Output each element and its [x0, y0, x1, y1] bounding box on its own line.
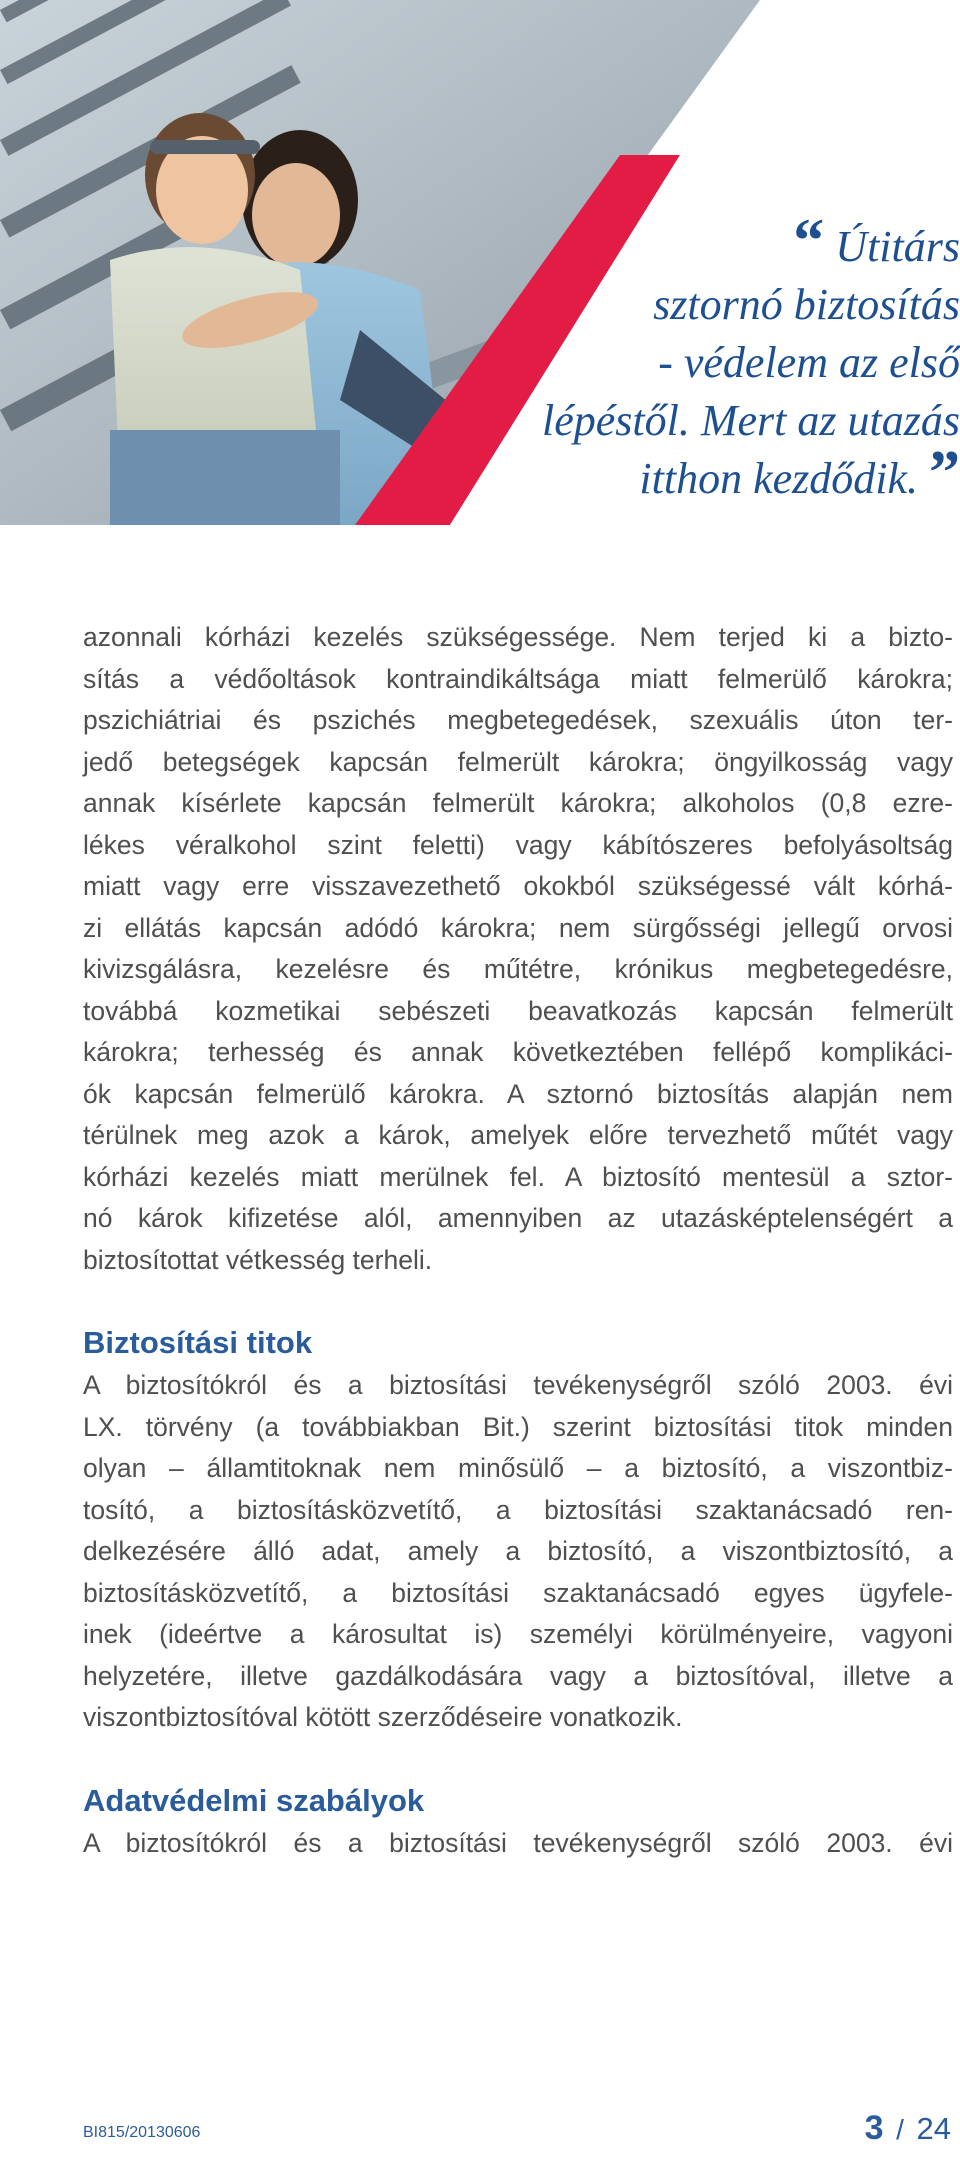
quote-line: itthon kezdődik. ”: [639, 439, 960, 507]
hero-quote: [460, 207, 960, 528]
close-quote-icon: ”: [929, 439, 960, 507]
main-content: [83, 617, 953, 1864]
text-line: delkezésére álló adat, amely a biztosító, a viszontbiztosító, a: [83, 1536, 953, 1566]
document-code: BI815/20130606: [83, 2124, 201, 2141]
text-line: biztosítottat vétkesség terheli.: [83, 1244, 433, 1275]
text-line: tosító, a biztosításközvetítő, a biztosítási szaktanácsadó ren-: [83, 1494, 953, 1525]
text-line: ók kapcsán felmerülő károkra. A sztornó biztosítás alapján nem: [83, 1078, 953, 1109]
text-line: annak kísérlete kapcsán felmerült károkra; alkoholos (0,8 ezre-: [83, 788, 953, 818]
text-line: LX. törvény (a továbbiakban Bit.) szerint biztosítási titok minden: [83, 1411, 953, 1442]
quote-line: sztornó biztosítás: [653, 280, 960, 329]
quote-line: lépéstől. Mert az utazás: [542, 396, 960, 445]
paragraph-exclusions: [83, 617, 953, 1281]
text-line: nó károk kifizetése alól, amennyiben az utazásképtelenségért a: [83, 1203, 953, 1233]
text-line: kivizsgálásra, kezelésre és műtétre, krónikus megbetegedésre,: [83, 954, 953, 984]
section-heading-insurance-secret: Biztosítási titok: [83, 1325, 313, 1360]
open-quote-icon: “: [793, 207, 825, 275]
text-line: jedő betegségek kapcsán felmerült károkra; öngyilkosság vagy: [83, 746, 953, 777]
paragraph-data-protection: [83, 1823, 953, 1865]
page-total: 24: [916, 2111, 951, 2146]
text-line: sítás a védőoltások kontraindikáltsága miatt felmerülő károkra;: [83, 663, 953, 694]
text-line: térülnek meg azok a károk, amelyek előre tervezhető műtét vagy: [83, 1120, 953, 1150]
text-line: azonnali kórházi kezelés szükségessége. Nem terjed ki a bizto-: [83, 622, 953, 652]
quote-line: - védelem az első: [658, 338, 960, 387]
text-line: továbbá kozmetikai sebészeti beavatkozás kapcsán felmerült: [83, 995, 953, 1026]
text-line: károkra; terhesség és annak következtében fellépő komplikáci-: [83, 1037, 953, 1067]
page-number: [865, 2109, 951, 2148]
text-line: zi ellátás kapcsán adódó károkra; nem sürgősségi jellegű orvosi: [83, 912, 953, 943]
section-heading-data-protection: Adatvédelmi szabályok: [83, 1782, 425, 1818]
text-line: biztosításközvetítő, a biztosítási szaktanácsadó egyes ügyfele-: [83, 1577, 953, 1608]
text-line: inek (ideértve a károsultat is) személyi körülményeire, vagyoni: [83, 1619, 953, 1649]
text-line: olyan – államtitoknak nem minősülő – a biztosító, a viszontbiz-: [83, 1453, 953, 1483]
text-line: A biztosítókról és a biztosítási tevékenységről szóló 2003. évi: [83, 1370, 953, 1400]
text-line: kórházi kezelés miatt merülnek fel. A biztosító mentesül a sztor-: [83, 1161, 953, 1192]
quote-line: “ Útitárs: [793, 207, 960, 275]
text-line: miatt vagy erre visszavezethető okokból szükségessé vált kórhá-: [83, 871, 953, 901]
text-line: pszichiátriai és pszichés megbetegedések, szexuális úton ter-: [83, 705, 953, 735]
text-line: helyzetére, illetve gazdálkodására vagy a biztosítóval, illetve a: [83, 1660, 953, 1691]
paragraph-insurance-secret: [83, 1365, 953, 1739]
hero-banner: [0, 0, 960, 525]
page-separator: /: [896, 2114, 904, 2145]
text-line: lékes véralkohol szint feletti) vagy kábítószeres befolyásoltság: [83, 829, 953, 860]
text-line: viszontbiztosítóval kötött szerződéseire vonatkozik.: [83, 1702, 683, 1732]
text-line: A biztosítókról és a biztosítási tevékenységről szóló 2003. évi: [83, 1827, 953, 1858]
page-current: 3: [864, 2109, 884, 2147]
